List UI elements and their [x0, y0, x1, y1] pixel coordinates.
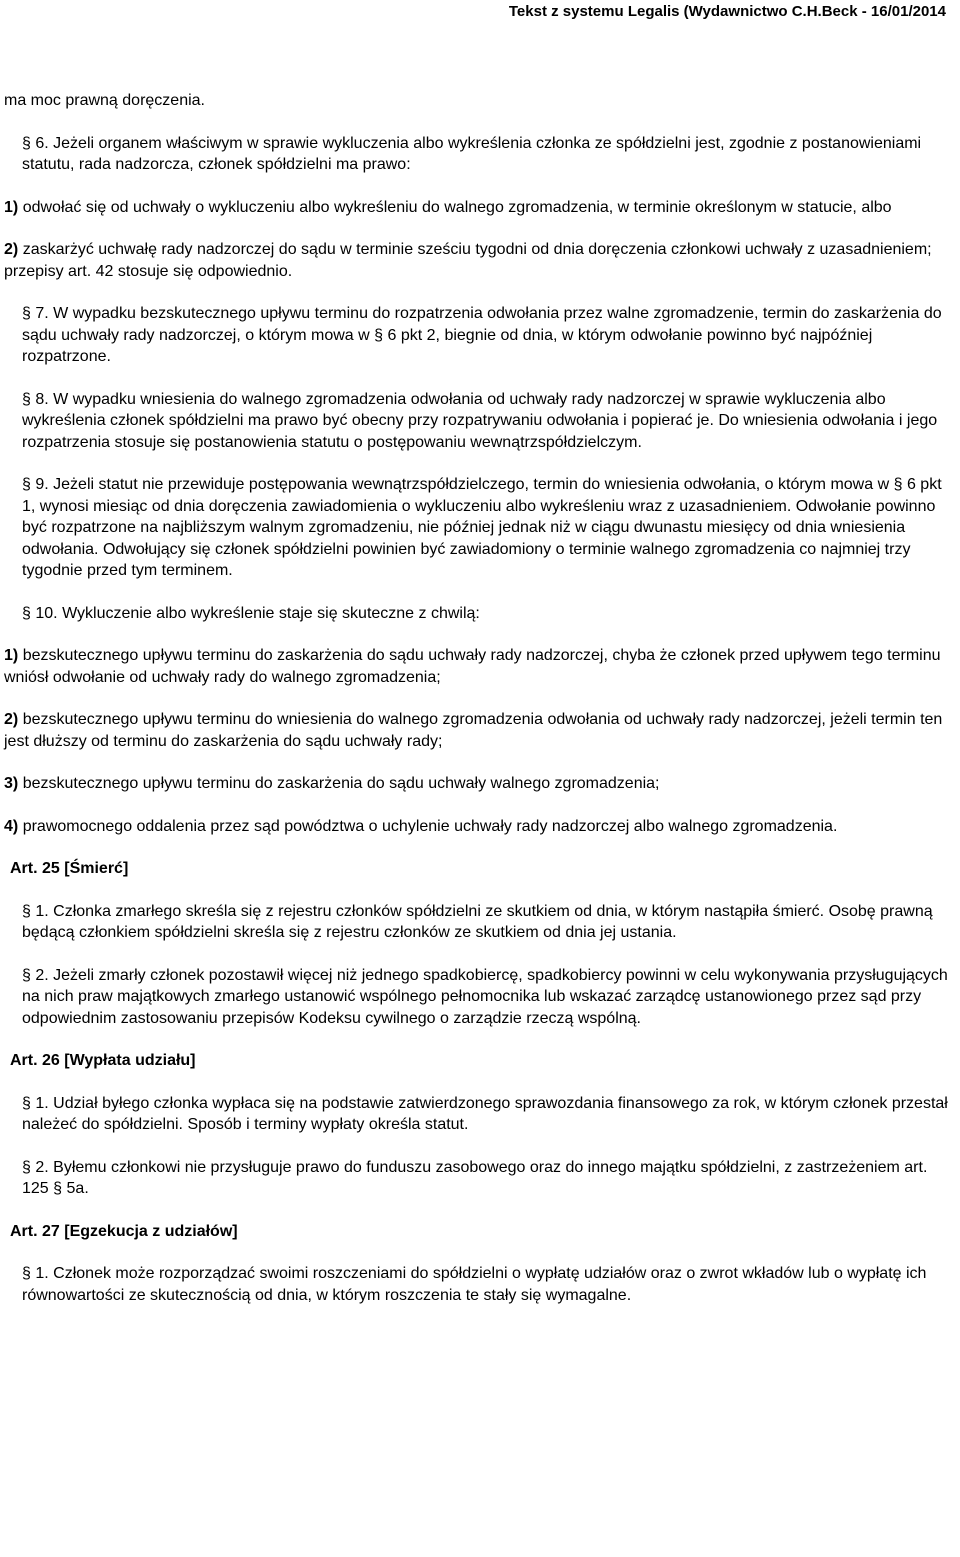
- point-2: [4, 239, 954, 282]
- section-sign-icon: §: [893, 476, 903, 493]
- section-text: Jeżeli zmarły członek pozostawił więcej niż jednego spadkobiercę, spadkobiercy powinni w celu wykonywania przysługujących na nich praw majątkowych zmarłego ustanowić wspólnego pełnomocnika lub wskazać zarządcę ustanowionego przez sąd przy odpowiednim zastosowaniu przepisów Kodeksu cywilnego o zarządzie rzeczą wspólną.: [22, 966, 948, 1027]
- point-10-4: [4, 816, 954, 838]
- point-10-2: [4, 709, 954, 752]
- section-sign-icon: §: [22, 390, 31, 408]
- section-text: Członek może rozporządzać swoimi roszczeniami do spółdzielni o wypłatę udziałów oraz o zwrot wkładów lub o wypłatę ich równowartości ze skutecznością od dnia, w którym roszczenia te stały się wymagalne.: [22, 1265, 927, 1304]
- section-number: 7.: [35, 305, 49, 322]
- section-number: 2.: [35, 966, 49, 984]
- section-text: Byłemu członkowi nie przysługuje prawo do funduszu zasobowego oraz do innego majątku spółdzielni, z zastrzeżeniem art. 125: [22, 1158, 928, 1197]
- section-sign-icon: §: [22, 476, 31, 493]
- section-sign-icon: §: [22, 134, 31, 152]
- point-number: 1): [4, 647, 19, 664]
- section-text-cont: 6 pkt 2, biegnie od dnia, w którym odwołanie powinno być najpóźniej rozpatrzone.: [22, 326, 873, 365]
- section-text: Wykluczenie albo wykreślenie staje się skuteczne z chwilą:: [62, 604, 480, 622]
- section-text: W wypadku bezskutecznego upływu terminu do rozpatrzenia odwołania przez walne zgromadzenie, termin do zaskarżenia do sądu uchwały rady nadzorczej, o którym mowa w: [22, 305, 942, 344]
- point-number: 1): [4, 198, 19, 216]
- document-body: [4, 90, 954, 1327]
- section-sign-icon: §: [22, 966, 31, 984]
- art25-section-2: [4, 965, 954, 1030]
- art25-section-1: [4, 901, 954, 944]
- point-10-3: [4, 773, 954, 795]
- point-10-1: [4, 645, 954, 688]
- section-text: Udział byłego członka wypłaca się na podstawie zatwierdzonego sprawozdania finansowego za rok, w którym członek przestał należeć do spółdzielni. Sposób i terminy wypłaty określa statut.: [22, 1094, 948, 1133]
- section-sign-icon: §: [374, 326, 384, 344]
- section-number: 9.: [35, 476, 49, 493]
- point-text: bezskutecznego upływu terminu do zaskarżenia do sądu uchwały walnego zgromadzenia;: [22, 775, 660, 792]
- point-text: prawomocnego oddalenia przez sąd powództwa o uchylenie uchwały rady nadzorczej albo walnego zgromadzenia.: [22, 817, 838, 835]
- section-text-cont: 6 pkt 1, wynosi miesiąc od dnia doręczenia zawiadomienia o wykluczeniu albo wykreśleniu wraz z uzasadnieniem. Odwołanie powinno być rozpatrzone na najbliższym walnym zgromadzeniu, nie później jednak niż w ciągu dwunastu miesięcy od dnia wniesienia odwołania. Odwołujący się członek spółdzielni powinien być zawiadomiony o terminie walnego zgromadzenia co najmniej trzy tygodnie przed tym terminem.: [22, 476, 942, 579]
- section-number: 8.: [35, 390, 49, 408]
- section-number: 1.: [35, 1265, 49, 1282]
- section-7: [4, 303, 954, 368]
- art26-section-1: [4, 1093, 954, 1136]
- article-heading: Art. 25 [Śmierć]: [10, 860, 129, 877]
- section-8: [4, 389, 954, 454]
- point-1: [4, 197, 954, 219]
- section-sign-icon: §: [22, 1158, 31, 1176]
- point-text: bezskutecznego upływu terminu do zaskarżenia do sądu uchwały rady nadzorczej, chyba że członek przed upływem tego terminu wniósł odwołanie od uchwały rady do walnego zgromadzenia;: [4, 647, 941, 686]
- section-sign-icon: §: [53, 1180, 63, 1197]
- section-sign-icon: §: [22, 1265, 31, 1282]
- point-text: zaskarżyć uchwałę rady nadzorczej do sądu w terminie sześciu tygodni od dnia doręczenia członkowi uchwały z uzasadnieniem; przepisy art. 42 stosuje się odpowiednio.: [4, 241, 932, 280]
- section-sign-icon: §: [22, 604, 31, 622]
- art26-section-2: [4, 1157, 954, 1200]
- document-header: Tekst z systemu Legalis (Wydawnictwo C.H.Beck - 16/01/2014: [508, 3, 946, 20]
- section-text-cont: 5a.: [66, 1180, 89, 1197]
- section-number: 1.: [35, 902, 49, 920]
- section-sign-icon: §: [22, 1094, 31, 1112]
- art27-section-1: [4, 1263, 954, 1306]
- paragraph-continuation: ma moc prawną doręczenia.: [4, 92, 205, 109]
- section-text: Jeżeli statut nie przewiduje postępowania wewnątrzspółdzielczego, termin do wniesienia odwołania, o którym mowa w: [53, 476, 890, 493]
- point-text: odwołać się od uchwały o wykluczeniu albo wykreśleniu do walnego zgromadzenia, w terminie określonym w statucie, albo: [22, 198, 892, 216]
- point-text: bezskutecznego upływu terminu do wniesienia do walnego zgromadzenia odwołania od uchwały rady nadzorczej, jeżeli termin ten jest dłuższy od terminu do zaskarżenia do sądu uchwały rady;: [4, 711, 943, 750]
- section-sign-icon: §: [22, 902, 31, 920]
- section-text: W wypadku wniesienia do walnego zgromadzenia odwołania od uchwały rady nadzorczej w sprawie wykluczenia albo wykreślenia członek spółdzielni ma prawo być obecny przy rozpatrywaniu odwołania i popierać je. Do wniesienia odwołania i jego rozpatrzenia stosuje się postanowienia statutu o postępowaniu wewnątrzspółdzielczym.: [22, 390, 938, 451]
- section-9: [4, 474, 954, 582]
- point-number: 2): [4, 711, 19, 728]
- section-number: 1.: [35, 1094, 49, 1112]
- section-number: 6.: [35, 134, 49, 152]
- section-number: 10.: [35, 604, 58, 622]
- point-number: 3): [4, 775, 19, 792]
- section-sign-icon: §: [22, 305, 31, 322]
- point-number: 4): [4, 817, 19, 835]
- article-heading: Art. 27 [Egzekucja z udziałów]: [10, 1222, 238, 1240]
- section-text: Jeżeli organem właściwym w sprawie wykluczenia albo wykreślenia członka ze spółdzielni jest, zgodnie z postanowieniami statutu, rada nadzorcza, członek spółdzielni ma prawo:: [22, 134, 922, 173]
- section-10: [4, 603, 954, 625]
- point-number: 2): [4, 241, 19, 258]
- section-6: [4, 133, 954, 176]
- section-text: Członka zmarłego skreśla się z rejestru członków spółdzielni ze skutkiem od dnia, w którym nastąpiła śmierć. Osobę prawną będącą członkiem spółdzielni skreśla się z rejestru członków ze skutkiem od dnia jej ustania.: [22, 902, 933, 941]
- section-number: 2.: [35, 1158, 49, 1176]
- article-heading: Art. 26 [Wypłata udziału]: [10, 1052, 196, 1069]
